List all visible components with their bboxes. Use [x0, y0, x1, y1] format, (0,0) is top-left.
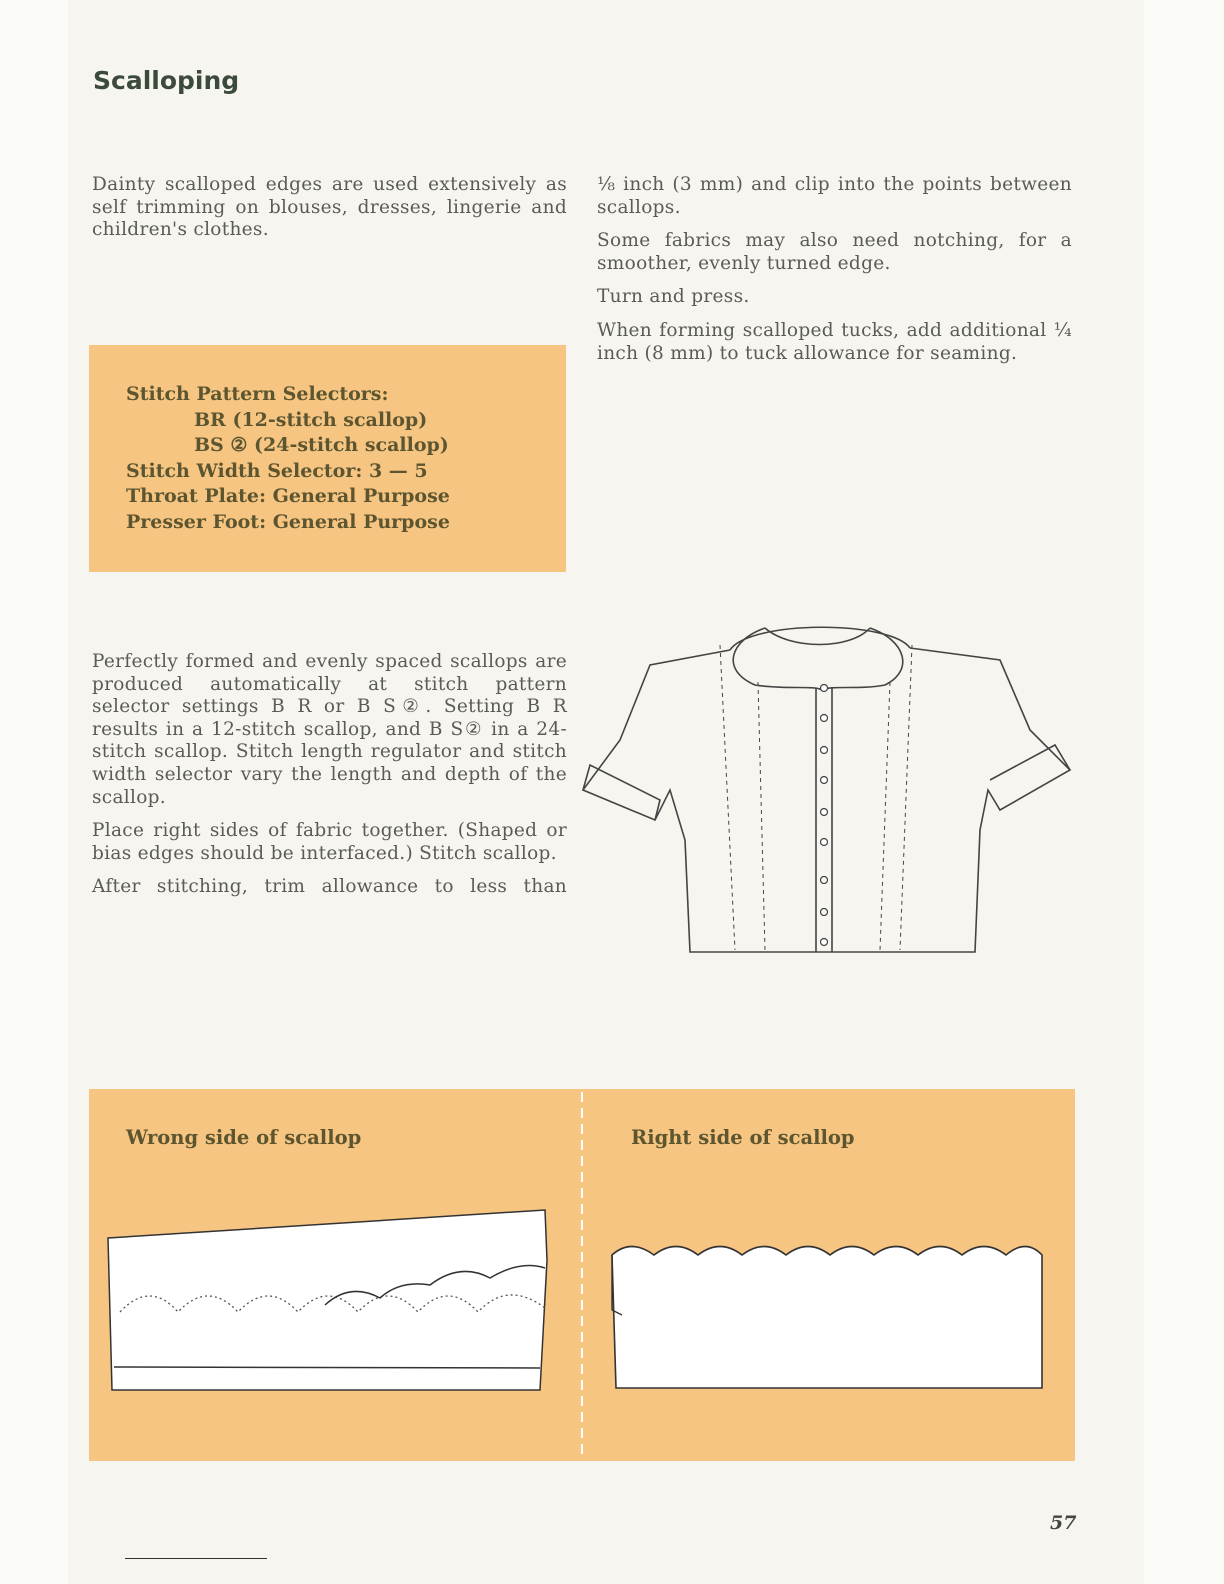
paragraph: After stitching, trim allowance to less than	[92, 876, 567, 898]
left-body-text	[92, 651, 567, 910]
panel-divider	[578, 1092, 586, 1460]
right-side-scallop-illustration	[606, 1230, 1046, 1390]
presser-foot: Presser Foot: General Purpose	[126, 510, 450, 533]
right-column-text	[597, 174, 1072, 376]
pattern-bs: BS ② (24-stitch scallop)	[194, 434, 449, 456]
stitch-width: Stitch Width Selector: 3 — 5	[126, 459, 428, 482]
paragraph: Place right sides of fabric together. (Shaped or bias edges should be interfaced.) Stitch scallop.	[92, 820, 567, 864]
paragraph: When forming scalloped tucks, add additional ¼ inch (8 mm) to tuck allowance for seaming.	[597, 319, 1072, 364]
wrong-side-caption: Wrong side of scallop	[126, 1126, 362, 1149]
paragraph: Perfectly formed and evenly spaced scallops are produced automatically at stitch pattern selector settings B R or B S②. Setting B R results in a 12-stitch scallop, and B S② in a 24-stitch scallop. Stitch length regulator and stitch width selector vary the length and depth of the scallop.	[92, 651, 567, 808]
intro-paragraph: Dainty scalloped edges are used extensively as self trimming on blouses, dresses, lingerie and children's clothes.	[92, 174, 567, 241]
paragraph: Turn and press.	[597, 286, 750, 308]
footer-rule	[125, 1558, 267, 1559]
page-title: Scalloping	[93, 66, 240, 95]
pattern-label: Stitch Pattern Selectors:	[126, 383, 389, 405]
intro-text	[92, 174, 567, 253]
paragraph: ⅛ inch (3 mm) and clip into the points between scallops.	[597, 174, 1072, 218]
page-number: 57	[1050, 1512, 1077, 1534]
wrong-side-scallop-illustration	[100, 1200, 560, 1400]
paragraph: Some fabrics may also need notching, for a smoother, evenly turned edge.	[597, 230, 1072, 274]
pattern-br: BR (12-stitch scallop)	[194, 408, 428, 431]
blouse-illustration	[580, 620, 1075, 960]
settings-list	[126, 382, 450, 535]
throat-plate: Throat Plate: General Purpose	[126, 485, 450, 507]
right-side-caption: Right side of scallop	[631, 1126, 855, 1149]
